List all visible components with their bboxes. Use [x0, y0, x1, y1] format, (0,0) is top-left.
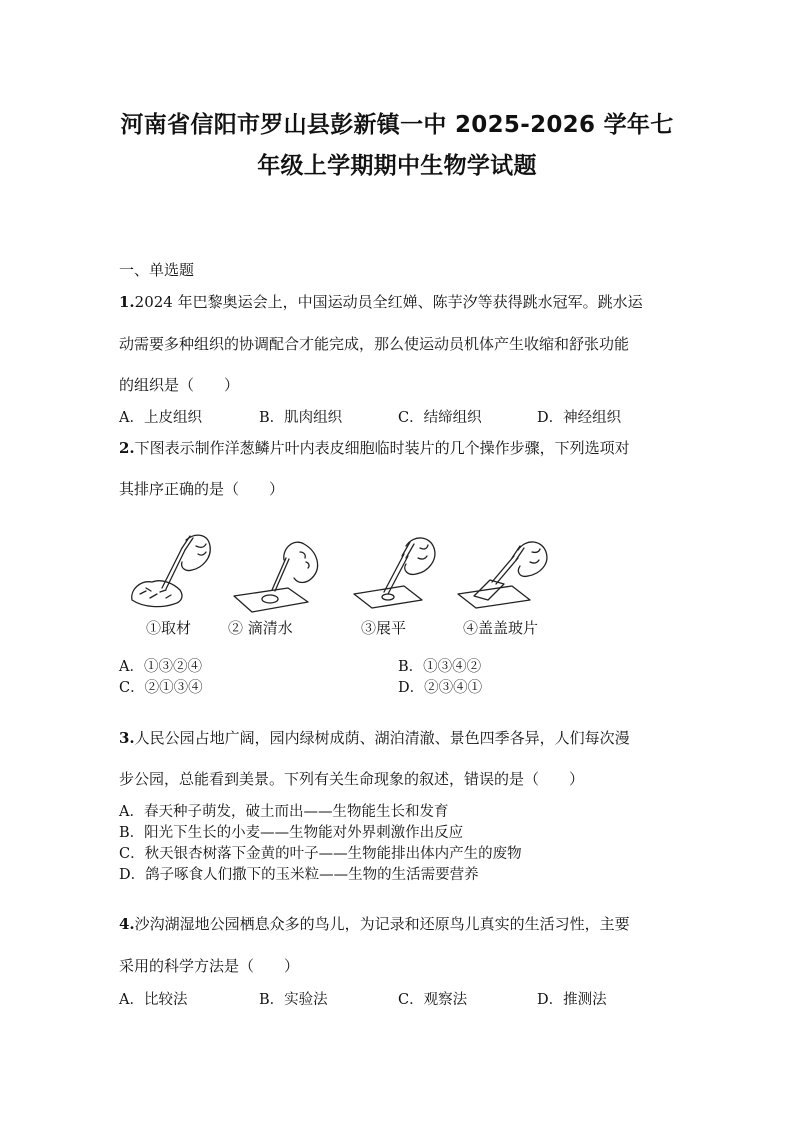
- question-2-number: 2.: [119, 439, 135, 457]
- figure-caption-4: ④盖盖玻片: [463, 619, 539, 637]
- question-4-line-2: 采用的科学方法是（ ）: [119, 957, 300, 975]
- question-4-option-d[interactable]: D．推测法: [537, 992, 607, 1008]
- question-1-option-b[interactable]: B．肌肉组织: [259, 410, 343, 426]
- figure-caption-2: ② 滴清水: [228, 619, 293, 637]
- question-4-number: 4.: [119, 915, 135, 933]
- question-1-line-3: 的组织是（ ）: [119, 376, 240, 394]
- question-3-line-1: 3.人民公园占地广阔，园内绿树成荫、湖泊清澈、景色四季各异，人们每次漫: [119, 729, 630, 747]
- figure-caption-1: ①取材: [146, 619, 192, 637]
- question-2-line-1: 2.下图表示制作洋葱鳞片叶内表皮细胞临时装片的几个操作步骤，下列选项对: [119, 439, 630, 457]
- question-1-option-a[interactable]: A．上皮组织: [119, 410, 202, 426]
- step-2-water-drop-illustration: [234, 542, 318, 612]
- question-2-option-b[interactable]: B．①③④②: [398, 659, 482, 675]
- question-1-line-2: 动需要多种组织的协调配合才能完成，那么使运动员机体产生收缩和舒张功能: [119, 335, 630, 353]
- question-4-option-c[interactable]: C．观察法: [398, 992, 468, 1008]
- question-1-option-d[interactable]: D．神经组织: [537, 410, 622, 426]
- section-heading: 一、单选题: [119, 261, 195, 279]
- question-2-line-2: 其排序正确的是（ ）: [119, 480, 285, 498]
- step-3-spreading-illustration: [354, 538, 435, 608]
- question-3-option-a[interactable]: A．春天种子萌发，破土而出——生物能生长和发育: [119, 804, 449, 820]
- question-4-option-b[interactable]: B．实验法: [259, 992, 328, 1008]
- question-1-number: 1.: [119, 293, 135, 311]
- step-4-cover-slip-illustration: [458, 542, 547, 608]
- question-2-option-a[interactable]: A．①③②④: [119, 659, 202, 675]
- question-4-line-1: 4.沙沟湖湿地公园栖息众多的鸟儿，为记录和还原鸟儿真实的生活习性，主要: [119, 915, 630, 933]
- question-1-option-c[interactable]: C．结缔组织: [398, 410, 482, 426]
- question-3-number: 3.: [119, 729, 135, 747]
- step-1-tissue-sampling-illustration: [132, 535, 211, 606]
- page-title-line-2: 年级上学期期中生物学试题: [257, 153, 537, 179]
- slide-preparation-figure: [122, 528, 562, 618]
- question-3-option-b[interactable]: B．阳光下生长的小麦——生物能对外界刺激作出反应: [119, 825, 464, 841]
- question-4-option-a[interactable]: A．比较法: [119, 992, 188, 1008]
- question-2-option-c[interactable]: C．②①③④: [119, 680, 203, 696]
- question-3-line-2: 步公园，总能看到美景。下列有关生命现象的叙述，错误的是（ ）: [119, 770, 585, 788]
- question-1-line-1: 1.2024 年巴黎奥运会上，中国运动员全红婵、陈芋汐等获得跳水冠军。跳水运: [119, 293, 643, 311]
- page-title-line-1: 河南省信阳市罗山县彭新镇一中 2025-2026 学年七: [120, 112, 674, 138]
- question-3-option-d[interactable]: D．鸽子啄食人们撒下的玉米粒——生物的生活需要营养: [119, 867, 479, 883]
- question-3-option-c[interactable]: C．秋天银杏树落下金黄的叶子——生物能排出体内产生的废物: [119, 846, 522, 862]
- question-2-option-d[interactable]: D．②③④①: [398, 680, 483, 696]
- figure-caption-3: ③展平: [361, 619, 407, 637]
